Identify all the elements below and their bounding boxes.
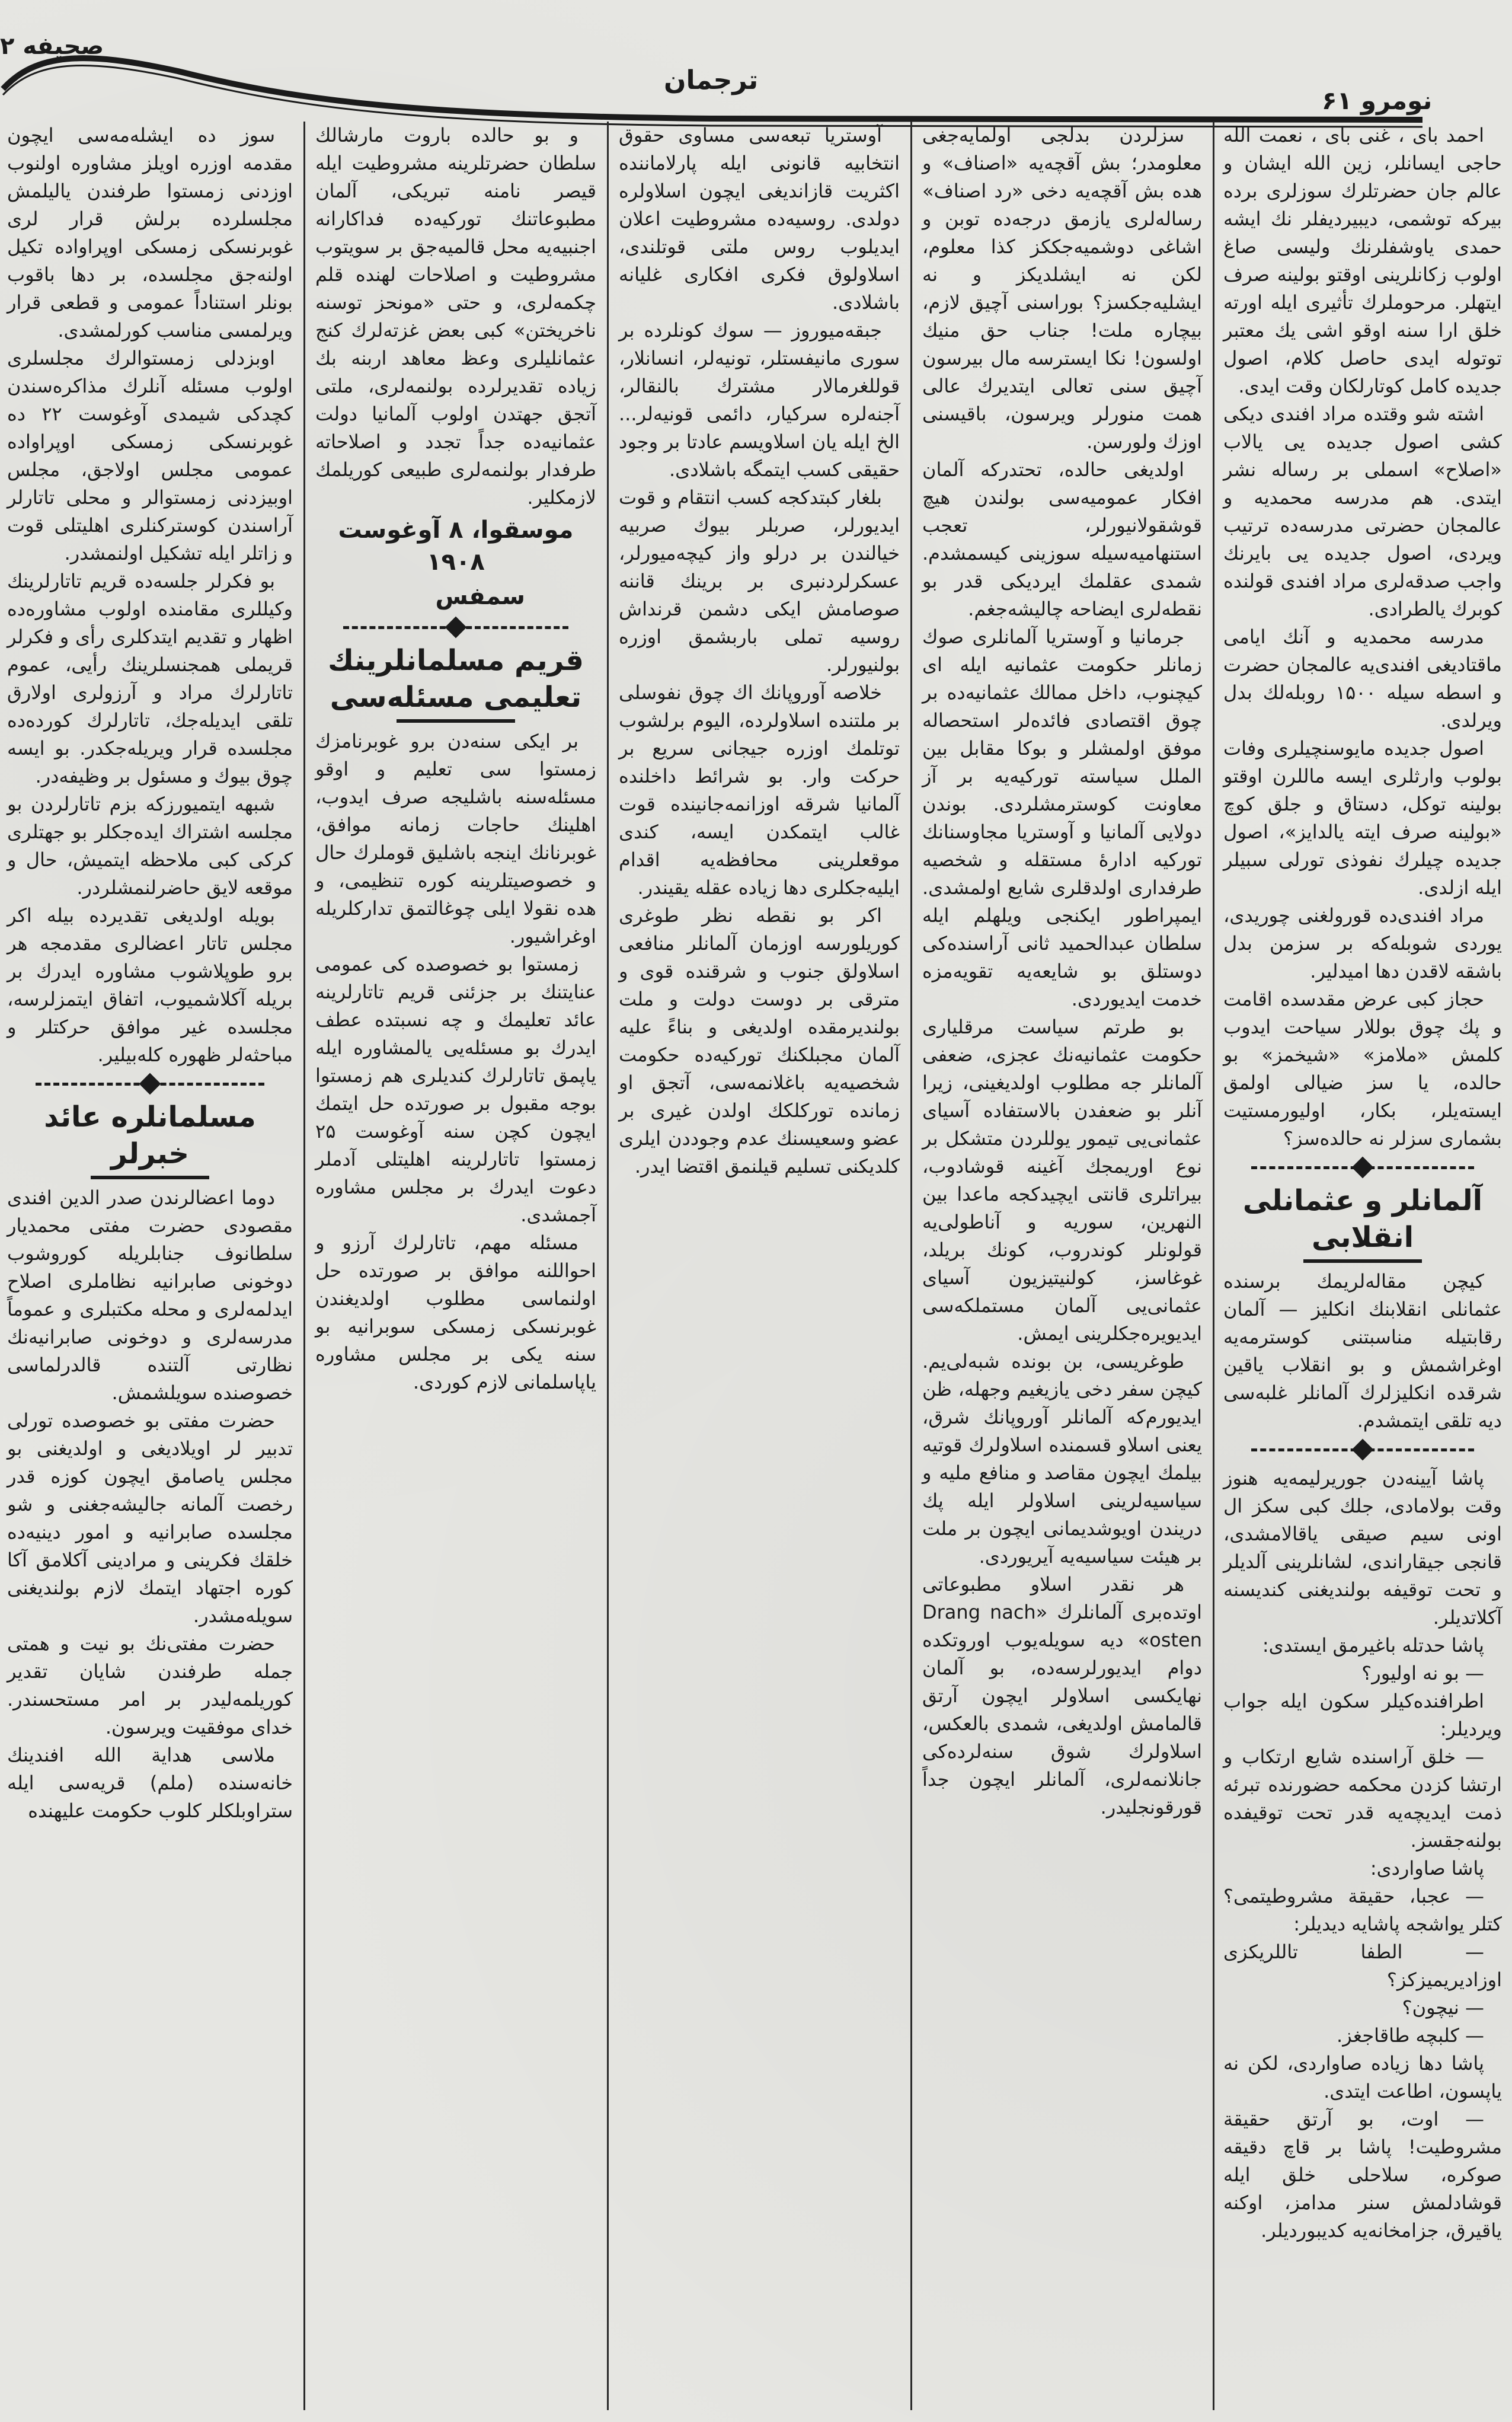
paragraph: حضرت مفتی بو خصوصده تورلی تدبیر لر اویلادیغی و اولدیغنی بو مجلس یاصامق ایچون کوزه قدر رخصت آلمانه جالیشه‌جغنی و شو مجلسده صابرانیه و امور دینیه‌ده خلقك فکرینی و مرادینی آکلامق آکا کوره اجتهاد ایتمك لازم بولندیغنی سویله‌مشدر. — [7, 1409, 293, 1627]
paragraph: اصول جدیده مایوسنچیلری وفات بولوب وارثلری ایسه ماللرن اوقتو بولینه توکل، دستاق و جلق کوچ «بولینه صرف ایته یالدایز»، اصول جدیده چیلرك نفوذی تورلی سبیلر ایله ازلدی. — [1223, 737, 1502, 899]
paragraph: شبهه ایتمیورزکه بزم تاتارلردن بو مجلسه اشتراك ایده‌جکلر بو جهتلری کرکی کبی ملاحظه ایتمیش، حال و موقعه لایق حاضرلنمشلردر. — [7, 793, 293, 899]
paragraph: اطرافنده‌کیلر سکون ایله جواب ویردیلر: — [1223, 1690, 1502, 1740]
paragraph: خلاصه آوروپانك اك چوق نفوسلی بر ملتنده اسلاولرده، الیوم برلشوب توتلمك اوزره جیجانی سریع بر حرکت وار. بو شرائط داخلنده آلمانیا شرقه اوزانمه‌جانینده قوت غالب ایتمکدن ایسه، کندی موقعلرینی محافظه‌یه اقدام ایلیه‌جکلری دها زیاده عقله یقیندر. — [619, 681, 900, 899]
paragraph: کیچن مقاله‌لریمك برسنده عثمانلی انقلابنك انکلیز — آلمان رقابتیله مناسبتنی کوسترمه‌یه اوغراشمش و بو انقلاب یاقین شرقده انکلیزلرك آلمانلر غلبه‌سی دیه تلقی ایتمشدم. — [1223, 1270, 1502, 1432]
paragraph: حجاز کبی عرض مقدسده اقامت و پك چوق بوللار سیاحت ایدوب کلمش «ملامز» «شیخمز» بو حالده، یا سز ضیالی اولمق ایسته‌یلر، بکار، اولیورمستیت بشماری سزلر نه حالده‌سز؟ — [1223, 988, 1502, 1150]
paragraph: حضرت مفتی‌نك بو نیت و همتی جمله طرفندن شایان تقدیر کوریلمه‌لیدر بر امر مستحسندر. خدای موفقیت ویرسون. — [7, 1632, 293, 1738]
column-1 — [1223, 122, 1502, 2245]
section-ornament — [1251, 1441, 1474, 1459]
paragraph: مدرسه محمدیه و آنك ایامی ماقتادیغی افندی‌یه عالمجان حضرت و اسطه سیله ۱۵۰۰ روبله‌لك بدل ویرلدی. — [1223, 626, 1503, 732]
issue-number: نومرو ۶۱ — [1322, 86, 1433, 115]
paragraph: پاشا دها زیاده صاواردی، لکن نه یاپسون، اطاعت ایتدی. — [1223, 2052, 1502, 2102]
masthead-title: ترجمان — [664, 65, 759, 95]
column-5 — [7, 122, 293, 1825]
paragraph: بر ایکی سنه‌دن برو غوبرنامزك زمستوا سی تعلیم و اوقو مسئله‌سنه باشلیجه صرف ایدوب، اهلینك حاجات زمانه موافق، غوبرنانك اینجه باشلیق قوملرك حال و خصوصیتلرینه کوره تنظیمی، و هده نقولا ایلی چوغالتمق تدارکلریله اوغراشیور. — [315, 730, 596, 947]
dateline: موسقوا، ۸ آوغوست ۱۹۰۸ — [338, 516, 574, 576]
paragraph: بو فکرلر جلسه‌ده قریم تاتارلرینك وکیللری مقامنده اولوب مشاوره‌ده اظهار و تقدیم ایتدکلری رأی و فکرلر قریملی همجنسلرینك رأیی، عموم تاتارلرك مراد و آرزولری اولارق تلقی ایدیله‌جك، تاتارلرك کورده‌ده مجلسده قرار ویریله‌جکدر. بو ایسه چوق بیوك و مسئول بر وظیفه‌در. — [7, 570, 293, 787]
column-3 — [619, 122, 900, 1180]
paragraph: سوز ده ایشله‌مه‌سی ایچون مقدمه اوزره اویلز مشاوره اولنوب اوزدنی زمستوا طرفندن یالیلمش مجلسلرده برلش قرار لری غوبرنسکی زمسکی اوپراواده تکیل اولنه‌جق مجلسده، بر دها باقوب بونلر استناداً عمومی و قطعی قرار ویرلمسی مناسب کورلمشدی. — [7, 124, 293, 342]
paragraph: دوما اعضالرندن صدر الدین افندی مقصودی حضرت مفتی محمدیار سلطانوف جنابلریله کوروشوب دوخونی صابرانیه نظاملری اصلاح ایدلمه‌لری و محله مکتبلری و عموماً مدرسه‌لری و دوخونی صابرانیه‌نك نظارتی آلتنده قالدرلماسی خصوصنده سویلشمش. — [7, 1186, 293, 1404]
column-divider — [1213, 122, 1214, 2410]
paragraph: اولدیغی حالده، تحتدرکه آلمان افکار عمومیه‌سی بولندن هیچ قوشقولانیورلر، تعجب استنهامیه‌سیله سوزینی کیسمشدم. شمدی عقلمك ایردیکی قدر بو نقطه‌لری ایضاحه چالیشه‌جغم. — [922, 458, 1202, 620]
paragraph: بویله اولدیغی تقدیرده بیله اکر مجلس تاتار اعضالری مقدمجه هر برو طوپلاشوب مشاوره ایدرك بر بریله آکلاشمیوب، اتفاق ایتمزلرسه، مجلسده غیر موافق حرکتلر و مباحثه‌لر ظهوره کله‌بیلیر. — [7, 904, 293, 1066]
headline-muslim-news: مسلمانلره عائد خبرلر — [44, 1100, 256, 1170]
paragraph: جبقه‌میوروز — سوك کونلرده بر سوری مانیفستلر، تونیه‌لر، انسانلار، قوللغرمالار مشترك بالنقالر، آجنه‌لره سرکیار، دائمی قونیه‌لر... الخ ایله یان اسلاویسم عادتا بر وجود حقیقی کسب ایتمگه باشلادی. — [619, 319, 900, 481]
paragraph: آوستریا تبعه‌سی مساوی حقوق انتخابیه قانونی ایله پارلاماننده اکثریت قازاندیغی ایچون اسلاولره دولدی. روسیه‌ده مشروطیت اعلان ایدیلوب روس ملتی قوتلندی، اسلاولوق فکری افکاری غلیانه باشلادی. — [619, 124, 900, 314]
headline-rule — [397, 719, 515, 723]
author-signature: سمفس — [435, 583, 525, 610]
paragraph: و بو حالده باروت مارشالك سلطان حضرتلرینه مشروطیت ایله قیصر نامنه تبریکی، آلمان مطبوعاتنك تورکیه‌ده فداکارانه اجنبیه‌یه محل قالمیه‌جق بر سویتوب مشروطیت و اصلاحات لهنده قلم چکمه‌لری، و حتی «مونحز توسنه ناخریختن» کبی بعض غزته‌لرك کنج عثمانلیلری وعظ معاهد اربنه بك زیاده تقدیرلرده بولنمه‌لری، ملتی آتجق جهتدن اولوب آلمانیا دولت عثمانیه‌ده جداً تجدد و اصلاحاته طرفدار بولنمه‌لری طبیعی کوریلمك لازمکلیر. — [315, 124, 596, 509]
paragraph: سزلردن بدلجی اولمایه‌جغی معلومدر؛ بش آقچه‌یه «اصناف» و هده بش آقچه‌یه دخی «رد اصناف» رساله‌لری یازمق درجه‌ده توبن و اشاغی دوشمیه‌جککز کذا معلوم، لکن نه ایشلدیکز و نه ایشلیه‌جکسز؟ بوراسنی آچیق لازم، بیچاره ملت! جناب حق منیك اولسون! نکا ایسترسه مال بیرسون آچیق سنی تعالی ایتدیرك عالی همت منورلر ویرسون، باقیسنی اوزك ولورسن. — [922, 124, 1202, 453]
paragraph: هر نقدر اسلاو مطبوعاتی اوتده‌بری آلمانلرك «Drang nach osten» دیه سویله‌یوب اوروتکده دوام ایدیورلرسه‌ده، بو آلمان نهایکسی اسلاولر ایچون آرتق قالمامش اولدیغی، شمدی بالعکس، اسلاولرك شوق سنه‌لرده‌کی جانلانمه‌لری، آلمانلر ایچون جداً قورقونجلیدر. — [922, 1573, 1202, 1818]
column-divider — [910, 122, 912, 2410]
section-ornament — [36, 1075, 264, 1093]
headline-rule — [91, 1176, 209, 1179]
paragraph: احمد بای ، غنی بای ، نعمت الله حاجی ایسانلر، زین الله ایشان و عالم جان حضرتلرك سوزلری برده بیرکه توشمی، دیبیردیفلر نك ایشه حمدی یاوشفلرنك ولیسی صاغ اولوب زکانلرینی اوقتو بولینه صرف ایتهلر. مرحوملرك تأثیری ایله اورته خلق ارا سنه اوقو اشی یك معتبر توتوله ایدی حاصل کلام، اصول جدیده کامل کوتارلکان وقت ایدی. — [1223, 124, 1502, 397]
paragraph: — خلق آراسنده شایع ارتکاب و ارتشا کزدن محکمه حضورنده تبرئه ذمت ایدیچه‌یه قدر تحت توقیفده بولنه‌جقسز. — [1223, 1746, 1502, 1852]
column-divider — [303, 122, 305, 2410]
column-2 — [922, 122, 1202, 1821]
paragraph: جرمانیا و آوستریا آلمانلری صوك زمانلر حکومت عثمانیه ایله ای کیچنوب، داخل ممالك عثمانیه‌ده بر چوق اقتصادی فائده‌لر استحصاله موفق اولمشلر و بوکا مقابل بین الملل سیاسته تورکیه‌یه بر آز معاونت کوسترمشلردی. بوندن دولایی آلمانیا و آوستریا مجاوسنانك تورکیه ادارهٔ مستقله و شخصیه طرفداری اولدقلری شایع اولمشدی. ایمپراطور ایکنجی ویلهلم ایله سلطان عبدالحمید ثانی آراسنده‌کی دوستلق بو شایعه‌یه تقویه‌مزه خدمت ایدیوردی. — [922, 626, 1202, 1010]
paragraph: پاشا حدتله باغیرمق ایستدی: — [1262, 1634, 1484, 1657]
paragraph: — بو نه اولیور؟ — [1361, 1662, 1484, 1684]
paragraph: — نیچون؟ — [1402, 1996, 1484, 2019]
paragraph: ملاسی هدایة الله افندینك خانه‌سنده (ملم) قریه‌سی ایله ستراوبلكلر کلوب حکومت علیهنده — [7, 1744, 293, 1822]
section-ornament — [343, 618, 568, 636]
column-4 — [315, 122, 596, 1396]
paragraph: اشته شو وقتده مراد افندی دیکی کشی اصول جدیده یی یالاب «اصلاح» اسملی بر رساله نشر ایتدی. هم مدرسه محمدیه و عالمجان حضرتی مدرسه‌ده ترتیب ویردی، اصول جدیده یی بایرنك واجب صدقه‌لری مراد افندی قولنده کوبرك یالطرادی. — [1223, 403, 1502, 620]
paragraph: پاشا صاواردی: — [1370, 1857, 1484, 1879]
header-rule — [0, 53, 1423, 130]
paragraph: مسئله مهم، تاتارلرك آرزو و احواللنه موافق بر صورتده حل اولنماسی مطلوب اولدیغندن غوبرنسکی زمسکی سوبرانیه بو سنه یکی بر مجلس مشاوره یاپاسلمانی لازم کوردی. — [315, 1231, 596, 1393]
paragraph: — کلبچه طاقاجغز. — [1337, 2024, 1484, 2047]
paragraph: زمستوا بو خصوصده کی عمومی عنایتنك بر جزئنی قریم تاتارلرینه عائد تعلیمك و چه نسبتده عطف ایدرك بو مسئله‌یی یالمشاوره ایله یاپمق تاتارلرك کندیلری هم زمستوا بوجه مقبول بر صورتده حل ایتمك ایچون کچن سنه آوغوست ۲۵ زمستوا تاتارلرینه اهلیتلی آدملر دعوت ایدرك بر مجلس مشاوره آجمشدی. — [315, 953, 596, 1226]
column-divider — [607, 122, 609, 2410]
page-number: صحیفه ۲ — [0, 33, 104, 60]
section-ornament — [1251, 1159, 1474, 1176]
paragraph: بو طرتم سیاست مرقلیاری حکومت عثمانیه‌نك عجزی، ضعفی آلمانلر جه مطلوب اولدیغینی، زیرا آنلر بو ضعفدن بالاستفاده آسیای عثمانی‌یی تیمور یوللردن متشکل بر نوع اوریمجك آغینه قوشادوب، بیراتلری قانتی ایچیدکجه ماعدا بین النهرین، سوریه و آناطولی‌یه قولونلر کوندروب، کونك بریلد، غوغاسز، کولنیتیزیون آسیای عثمانی‌یی آلمان مستملکه‌سی ایدیویره‌جکلرینی ایمش. — [922, 1016, 1202, 1345]
paragraph: اوبزدلی زمستوالرك مجلسلری اولوب مسئله آنلرك مذاکره‌سندن کچدکی شیمدی آوغوست ۲۲ ده غوبرنسکی زمسکی اوپراواده عمومی مجلس اولاجق، مجلس اوبیزدنی زمستوالر و محلی تاتارلر آراسندن کوسترکنلری اهلیتلی قوت و زاتلر ایله تشکیل اولنمشدر. — [7, 347, 293, 564]
paragraph: — عجبا، حقیقة مشروطیتمی؟ کتلر یواشجه پاشایه دیدیلر: — [1223, 1885, 1502, 1935]
paragraph: پاشا آیینه‌دن جوریرلیمه‌یه هنوز وقت بولامادی، جلك کبی سکز ال اونی سیم صیقی یاقالامشدی، قانجی جیقاراندی، لشانلرینی آلدیلر و تحت توقیفه بولندیغنی کندیسنه آکلاتدیلر. — [1223, 1467, 1502, 1629]
paragraph: طوغریسی، بن بونده شبه‌لی‌یم. کیچن سفر دخی یازیغیم وجهله، ظن ایدیورم‌که آلمانلر آوروپانك شرق، یعنی اسلاو قسمنده اسلاولرك قوتیه بیلمك ایچون مقاصد و منافع ملیه و سیاسیه‌لرینی اسلاولر ایله پك دریندن اویوشدیمانی ایچون بر ملت بر هیئت سیاسیه‌یه آیریوردی. — [922, 1350, 1202, 1568]
paragraph: مراد افندی‌ده قورولغنی چوریدی، یوردی شوبله‌که بر سزمن بدل باشقه لاقدن دها امیدلیر. — [1223, 904, 1502, 982]
paragraph: بلغار کبتدکجه کسب انتقام و قوت ایدیورلر، صربلر بیوك صربیه خیالندن بر درلو واز کیچه‌میورلر، عسکرلردنبری بر برینك قاننه صوصامش ایکی دشمن قرنداش روسیه تملی باربشمق اوزره بولنیورلر. — [619, 486, 900, 676]
headline-rule — [1303, 1259, 1422, 1263]
headline-germans-ottoman-revolution: آلمانلر و عثمانلی انقلابی — [1242, 1184, 1483, 1254]
paragraph: اکر بو نقطه نظر طوغری کوریلورسه اوزمان آلمانلر منافعی اسلاولق جنوب و شرقنده قوی و مترقی بر دوست دولت و ملت بولندیرمقده اولدیغی و بناءً علیه آلمان مجبلکنك تورکیه‌ده حکومت شخصیه‌یه باغلانمه‌سی، آتجق او زمانده تورکلکك اولدن غیری بر عضو وسعیسنك عدم وجوددن ایلری کلدیکنی تسلیم قیلنمق اقتضا ایدر. — [619, 904, 900, 1178]
headline-crimean-muslims-education: قريم مسلمانلرينك تعليمی مسئله‌سی — [328, 644, 584, 714]
paragraph: — اوت، بو آرتق حقیقة مشروطیت! پاشا بر قاچ دقیقه صوکره، سلاحلی خلق ایله قوشادلمش سنر مدامز، اوکنه یاقیرق، جزامخانه‌یه کدیبوردیلر. — [1223, 2108, 1502, 2242]
paragraph: — الطفا تاللریکزی اوزادیریمیزکز؟ — [1223, 1941, 1502, 1991]
